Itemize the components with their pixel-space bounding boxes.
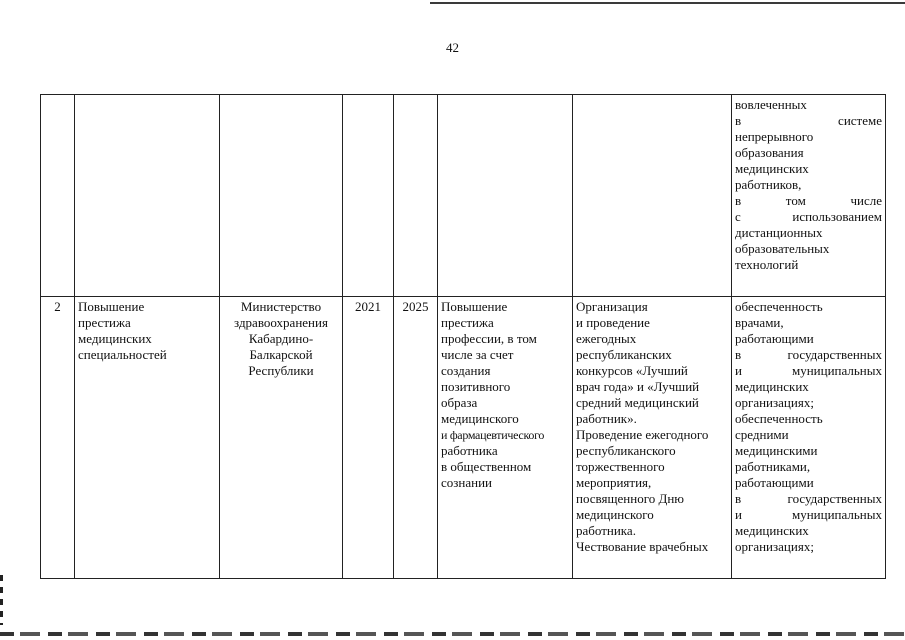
result-line: работающими [735, 475, 814, 490]
cell-result [732, 297, 886, 579]
executor-line: Кабардино- [248, 331, 314, 346]
task-line: работника [441, 443, 498, 458]
executor-line: Балкарской [249, 347, 313, 362]
cell-number [41, 95, 75, 297]
measure-line: средний медицинский [576, 395, 699, 410]
result-line: работниками, [735, 459, 811, 474]
measure-line: ежегодных [576, 331, 637, 346]
result-line: дистанционных [735, 225, 823, 240]
table-row [41, 95, 886, 297]
cell-name [75, 297, 220, 579]
result-line: работающими [735, 331, 814, 346]
measure-line: торжественного [576, 459, 665, 474]
measure-line: республиканских [576, 347, 672, 362]
task-line: Повышение [441, 299, 508, 314]
name-line: престижа [78, 315, 131, 330]
result-line: образования [735, 145, 804, 160]
result-line: медицинскими [735, 443, 818, 458]
result-line: медицинских [735, 161, 809, 176]
result-line: в системе [735, 113, 882, 128]
cell-end-year: 2025 [394, 297, 438, 579]
result-line: с использованием [735, 209, 882, 224]
measure-line: врач года» и «Лучший [576, 379, 700, 394]
result-line: медицинских [735, 379, 809, 394]
measure-line: республиканского [576, 443, 676, 458]
result-line: непрерывного [735, 129, 814, 144]
cell-executor [220, 95, 343, 297]
cell-number: 2 [41, 297, 75, 579]
name-line: Повышение [78, 299, 145, 314]
cell-end-year [394, 95, 438, 297]
result-line: образовательных [735, 241, 830, 256]
result-line: вовлеченных [735, 97, 807, 112]
measure-line: работника. [576, 523, 636, 538]
result-line: средними [735, 427, 789, 442]
cell-task [438, 95, 573, 297]
task-line: в общественном [441, 459, 532, 474]
result-line: обеспеченность [735, 411, 823, 426]
measure-line: и проведение [576, 315, 650, 330]
measure-line: Чествование врачебных [576, 539, 709, 554]
cell-start-year: 2021 [343, 297, 394, 579]
executor-line: Министерство [240, 299, 322, 314]
result-line: работников, [735, 177, 802, 192]
result-line: в том числе [735, 193, 882, 208]
cell-start-year [343, 95, 394, 297]
task-line: профессии, в том [441, 331, 537, 346]
executor-line: здравоохранения [234, 315, 328, 330]
cell-measure [573, 297, 732, 579]
result-line: организациях; [735, 395, 814, 410]
task-line: числе за счет [441, 347, 514, 362]
result-line: в государственных [735, 347, 882, 362]
scan-artifact-top [430, 2, 905, 4]
cell-measure [573, 95, 732, 297]
executor-line: Республики [248, 363, 314, 378]
task-line: сознании [441, 475, 493, 490]
result-line: и муниципальных [735, 507, 882, 522]
cell-executor [220, 297, 343, 579]
result-line: врачами, [735, 315, 784, 330]
result-line: и муниципальных [735, 363, 882, 378]
result-line: медицинских [735, 523, 809, 538]
measure-line: работник». [576, 411, 637, 426]
task-line: образа [441, 395, 478, 410]
task-line: позитивного [441, 379, 511, 394]
cell-name [75, 95, 220, 297]
result-line: обеспеченность [735, 299, 823, 314]
result-line: технологий [735, 257, 799, 272]
task-line: престижа [441, 315, 494, 330]
cell-task [438, 297, 573, 579]
cell-result [732, 95, 886, 297]
page-number: 42 [446, 40, 459, 55]
name-line: медицинских [78, 331, 152, 346]
measure-line: мероприятия, [576, 475, 652, 490]
scan-artifact-bottom [0, 632, 905, 636]
program-table [40, 94, 886, 579]
measure-line: медицинского [576, 507, 654, 522]
scan-artifact-left [0, 575, 3, 625]
table-row [41, 297, 886, 579]
measure-line: Организация [576, 299, 648, 314]
measure-line: Проведение ежегодного [576, 427, 709, 442]
name-line: специальностей [78, 347, 167, 362]
result-line: в государственных [735, 491, 882, 506]
measure-line: посвященного Дню [576, 491, 684, 506]
result-line: организациях; [735, 539, 814, 554]
task-line: создания [441, 363, 491, 378]
task-line: медицинского [441, 411, 519, 426]
measure-line: конкурсов «Лучший [576, 363, 688, 378]
task-line: и фармацевтического [441, 428, 545, 442]
